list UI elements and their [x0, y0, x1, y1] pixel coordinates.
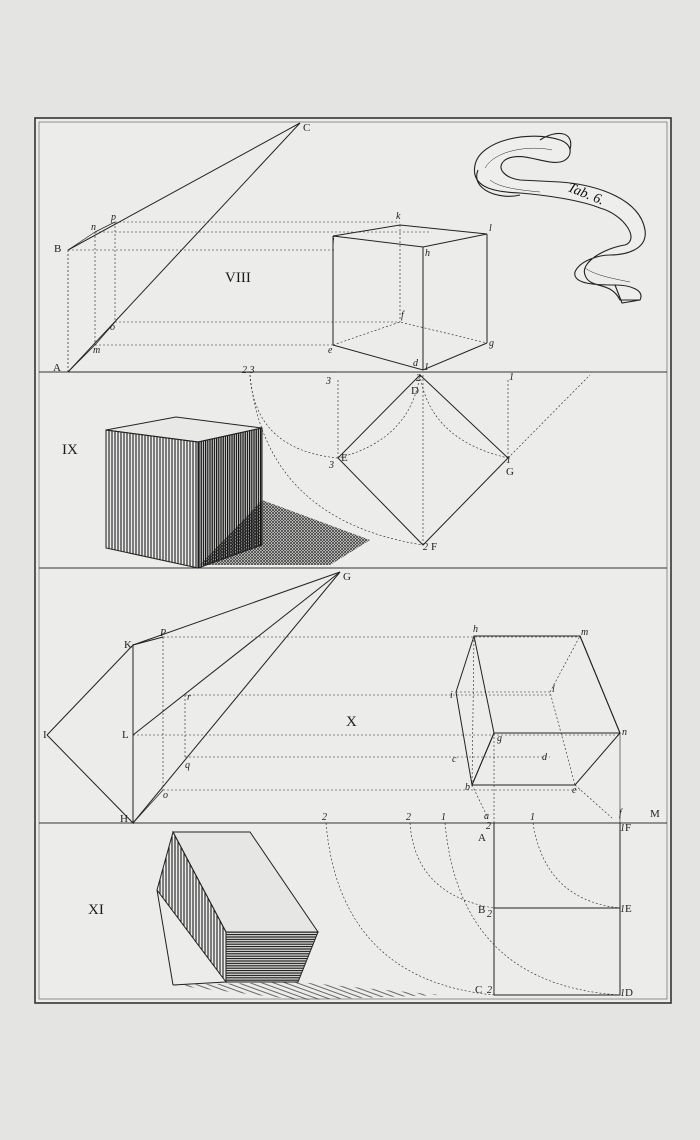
label-n: n: [91, 222, 96, 233]
label-2-top: 2: [416, 373, 421, 384]
label-m: m: [93, 345, 101, 356]
label-P: P: [160, 628, 167, 639]
label-d-x: d: [542, 752, 547, 763]
label-D: D: [411, 385, 419, 397]
label-l: l: [489, 223, 492, 234]
label-2b-xi: 2: [406, 812, 411, 823]
label-1-top: 1: [509, 372, 514, 383]
label-f: f: [401, 310, 404, 321]
label-E-3: 3: [329, 460, 334, 471]
label-A-xi: A: [478, 832, 486, 844]
label-2-3: 2.3: [242, 365, 255, 376]
label-B-xi: B: [478, 904, 486, 916]
label-e-x: e: [572, 785, 577, 796]
label-C2-xi: 2: [487, 985, 492, 996]
label-1-viii: 1: [424, 362, 429, 373]
label-C: C: [303, 122, 311, 134]
label-H: H: [120, 813, 128, 825]
label-D-xi: D: [625, 987, 633, 999]
label-r: r: [187, 692, 191, 703]
label-A: A: [53, 362, 61, 374]
label-G-x: G: [343, 571, 351, 583]
label-f-x: f: [619, 808, 622, 819]
label-e: e: [328, 345, 333, 356]
plate-border: [35, 118, 671, 1003]
label-K: K: [124, 639, 132, 651]
label-1a-xi: 1: [441, 812, 446, 823]
label-1b-xi: 1: [530, 812, 535, 823]
fig-ix-numeral: IX: [62, 442, 78, 458]
label-g: g: [489, 338, 494, 349]
label-o: o: [110, 322, 115, 333]
label-D1-xi: 1: [620, 988, 625, 999]
label-d: d: [413, 358, 418, 369]
label-i: i: [332, 235, 335, 246]
label-B2-xi: 2: [487, 909, 492, 920]
label-C-xi: C: [475, 984, 483, 996]
label-F1-xi: 1: [620, 823, 625, 834]
label-F-2: 2: [423, 542, 428, 553]
label-I: I: [43, 729, 47, 741]
label-h-x: h: [473, 624, 478, 635]
label-l-x: l: [552, 684, 555, 695]
label-M: M: [650, 808, 660, 820]
label-m-x: m: [581, 627, 589, 638]
label-h: h: [425, 248, 430, 259]
fig-viii-numeral: VIII: [225, 270, 251, 286]
label-c-x: c: [452, 754, 457, 765]
fig-xi-numeral: XI: [88, 902, 104, 918]
label-3-top: 3: [326, 376, 331, 387]
label-p: p: [111, 212, 116, 223]
label-F: F: [431, 541, 438, 553]
label-q: q: [185, 760, 190, 771]
label-g-x: g: [497, 733, 502, 744]
label-E1-xi: 1: [620, 904, 625, 915]
label-G-1: 1: [506, 455, 511, 466]
label-2a-xi: 2: [322, 812, 327, 823]
label-L: L: [122, 729, 129, 741]
label-F-xi: F: [625, 822, 632, 834]
label-B: B: [54, 243, 62, 255]
banner-text: Tab. 6.: [565, 180, 607, 209]
label-b-x: b: [465, 782, 470, 793]
label-k: k: [396, 211, 401, 222]
label-G: G: [506, 466, 514, 478]
label-A2-xi: 2: [486, 821, 491, 832]
label-o-x: o: [163, 790, 168, 801]
label-n-x: n: [622, 727, 627, 738]
label-a-x: a: [484, 811, 489, 822]
fig-x-numeral: X: [346, 714, 357, 730]
label-E-xi: E: [625, 903, 632, 915]
label-i-x: i: [450, 690, 453, 701]
label-E: E: [341, 452, 348, 464]
